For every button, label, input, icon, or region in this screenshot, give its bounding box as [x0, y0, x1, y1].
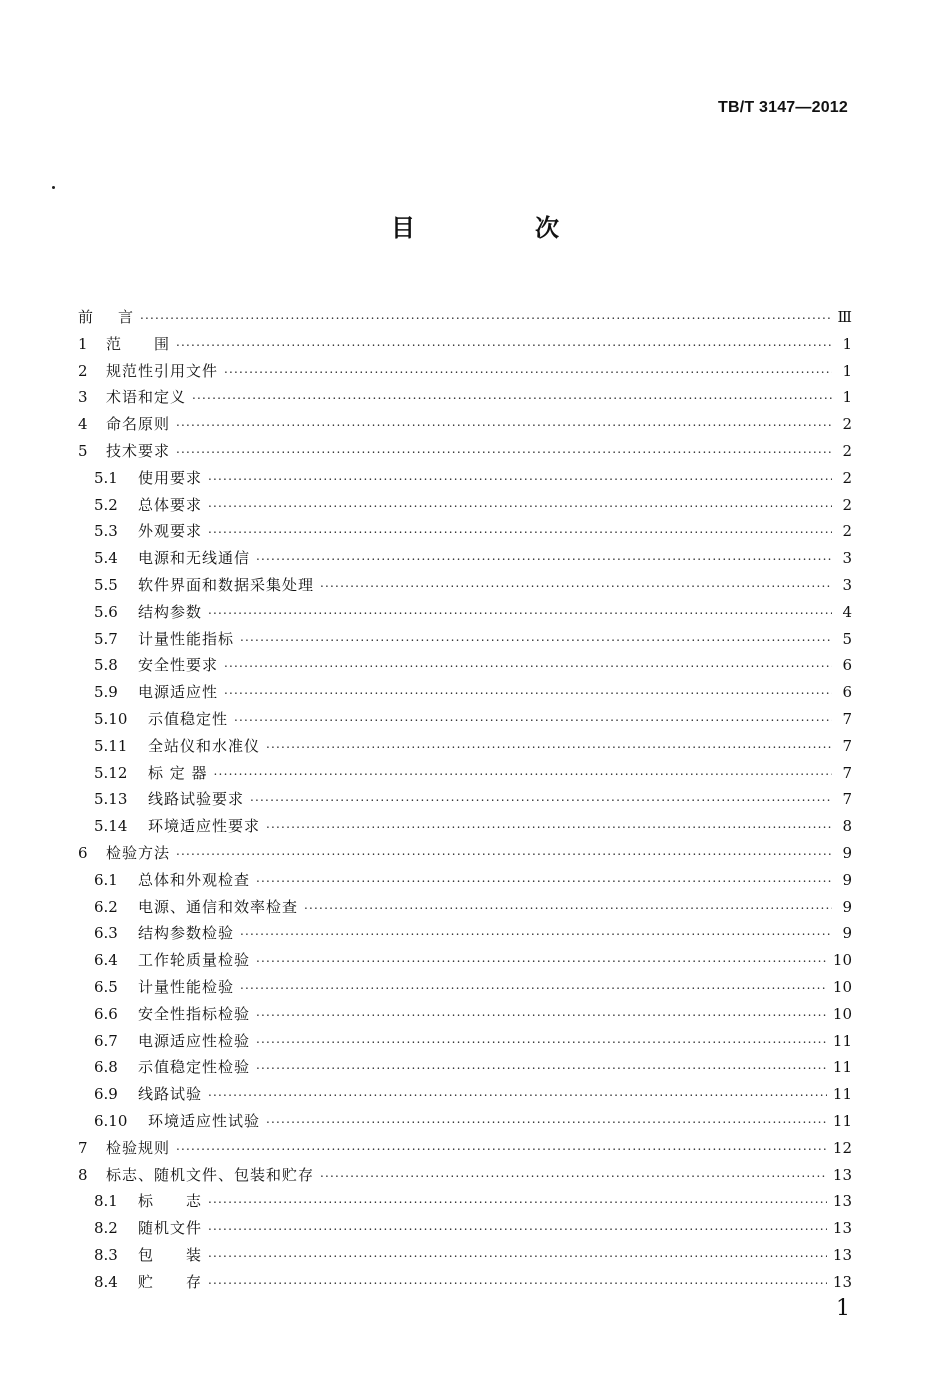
toc-entry-page: 7	[842, 790, 852, 809]
toc-entry-number: 6.1	[94, 870, 118, 889]
toc-leader-dots	[208, 1246, 827, 1258]
toc-entry-label: 工作轮质量检验	[138, 951, 251, 970]
standard-code: TB/T 3147—2012	[718, 99, 848, 116]
toc-leader-dots	[256, 951, 827, 963]
toc-entry-page: 13	[832, 1165, 852, 1184]
toc-entry-label: 规范性引用文件	[106, 361, 219, 380]
toc-entry[interactable]	[74, 788, 852, 815]
toc-leader-dots	[176, 335, 832, 347]
toc-entry-number: 8	[78, 1165, 88, 1184]
toc-entry-number: 3	[78, 388, 88, 407]
toc-leader-dots	[208, 469, 832, 481]
toc-entry-label: 检验规则	[106, 1138, 171, 1157]
toc-leader-dots	[176, 1139, 827, 1151]
toc-entry-number: 5.6	[94, 602, 118, 621]
toc-entry-number: 6.5	[94, 977, 118, 996]
toc-entry-page: 1	[842, 388, 852, 407]
toc-entry-page: 1	[842, 361, 852, 380]
toc-entry[interactable]	[74, 815, 852, 842]
toc-entry[interactable]	[74, 628, 852, 655]
toc-entry-page: 9	[842, 843, 852, 862]
toc-entry[interactable]	[74, 654, 852, 681]
toc-entry[interactable]	[74, 842, 852, 869]
toc-entry-page: 3	[842, 575, 852, 594]
toc-entry-number: 5.5	[94, 575, 118, 594]
toc-entry-label: 术语和定义	[106, 388, 187, 407]
toc-entry-number: 5.10	[94, 709, 128, 728]
toc-entry[interactable]	[74, 574, 852, 601]
toc-leader-dots	[176, 442, 832, 454]
toc-entry-label: 线路试验	[138, 1085, 203, 1104]
toc-entry[interactable]	[74, 1030, 852, 1057]
toc-entry-page: 6	[842, 656, 852, 675]
toc-entry-page: 7	[842, 736, 852, 755]
toc-entry[interactable]	[74, 922, 852, 949]
toc-entry-number: 5.9	[94, 683, 118, 702]
toc-entry[interactable]	[74, 1271, 852, 1298]
toc-entry-label: 标 志	[138, 1192, 203, 1211]
toc-entry-number: 5.3	[94, 522, 118, 541]
toc-entry-label: 示值稳定性检验	[138, 1058, 251, 1077]
toc-leader-dots	[140, 308, 832, 320]
toc-entry-label: 贮 存	[138, 1272, 203, 1291]
toc-entry-page: 2	[842, 441, 852, 460]
toc-leader-dots	[208, 1219, 827, 1231]
toc-entry-label: 标志、随机文件、包装和贮存	[106, 1165, 315, 1184]
toc-leader-dots	[266, 737, 832, 749]
toc-leader-dots	[224, 362, 832, 374]
toc-entry[interactable]	[74, 1083, 852, 1110]
toc-entry[interactable]	[74, 708, 852, 735]
toc-entry-label: 随机文件	[138, 1219, 203, 1238]
toc-leader-dots	[208, 522, 832, 534]
toc-entry-page: 2	[842, 522, 852, 541]
toc-entry-label: 环境适应性试验	[148, 1111, 261, 1130]
toc-entry-number: 5.11	[94, 736, 128, 755]
toc-entry-page: 10	[832, 977, 852, 996]
toc-entry-page: 12	[832, 1138, 852, 1157]
toc-entry[interactable]	[74, 735, 852, 762]
toc-entry[interactable]	[74, 494, 852, 521]
toc-entry-label: 技术要求	[106, 441, 171, 460]
toc-entry-number: 5.13	[94, 790, 128, 809]
toc-entry-label: 总体和外观检查	[138, 870, 251, 889]
toc-entry-number: 6.4	[94, 951, 118, 970]
toc-leader-dots	[256, 549, 832, 561]
toc-leader-dots	[176, 415, 832, 427]
toc-entry-page: 13	[832, 1192, 852, 1211]
toc-leader-dots	[208, 1085, 827, 1097]
toc-entry-page: 1	[842, 334, 852, 353]
toc-entry-page: 2	[842, 415, 852, 434]
toc-entry-number: 5.8	[94, 656, 118, 675]
toc-entry[interactable]	[74, 1217, 852, 1244]
footer-page-number: 1	[836, 1296, 850, 1321]
toc-entry-number: 6.7	[94, 1031, 118, 1050]
toc-leader-dots	[320, 576, 832, 588]
toc-entry-number: 6.9	[94, 1085, 118, 1104]
toc-leader-dots	[266, 1112, 827, 1124]
toc-entry[interactable]	[74, 1190, 852, 1217]
toc-entry-label: 示值稳定性	[148, 709, 229, 728]
toc-entry-number: 前	[78, 308, 94, 326]
toc-leader-dots	[304, 898, 832, 910]
toc-entry-page: 4	[842, 602, 852, 621]
toc-entry-label: 全站仪和水准仪	[148, 736, 261, 755]
toc-entry-number: 6	[78, 843, 88, 862]
toc-entry-number: 4	[78, 415, 88, 434]
toc-leader-dots	[208, 1192, 827, 1204]
toc-entry-page: 9	[842, 870, 852, 889]
toc-entry-page: 3	[842, 549, 852, 568]
toc-entry-page: 13	[832, 1272, 852, 1291]
toc-entry[interactable]	[74, 949, 852, 976]
toc-entry[interactable]	[74, 333, 852, 360]
toc-entry-number: 5.7	[94, 629, 118, 648]
toc-entry-label: 结构参数检验	[138, 924, 235, 943]
toc-entry-number: 1	[78, 334, 88, 353]
toc-entry-page: 7	[842, 709, 852, 728]
toc-entry-number: 5.14	[94, 817, 128, 836]
toc-entry-page: 13	[832, 1219, 852, 1238]
toc-entry-label: 安全性指标检验	[138, 1004, 251, 1023]
toc-entry-number: 6.8	[94, 1058, 118, 1077]
toc-entry-label: 计量性能指标	[138, 629, 235, 648]
toc-entry[interactable]	[74, 601, 852, 628]
toc-leader-dots	[224, 683, 832, 695]
toc-entry-number: 5.12	[94, 763, 128, 782]
toc-entry[interactable]	[74, 896, 852, 923]
toc-entry-page: 11	[832, 1085, 852, 1104]
toc-leader-dots	[208, 496, 832, 508]
toc-entry-label: 电源、通信和效率检查	[138, 897, 299, 916]
toc-entry[interactable]	[74, 386, 852, 413]
toc-entry-number: 8.2	[94, 1219, 118, 1238]
toc-entry[interactable]	[74, 1056, 852, 1083]
toc-entry[interactable]	[74, 976, 852, 1003]
toc-entry-number: 5.4	[94, 549, 118, 568]
toc-entry-page: 5	[842, 629, 852, 648]
toc-entry[interactable]	[74, 1244, 852, 1271]
toc-entry-page: 13	[832, 1245, 852, 1264]
toc-leader-dots	[214, 764, 832, 776]
toc-leader-dots	[256, 871, 832, 883]
toc-entry-label: 安全性要求	[138, 656, 219, 675]
toc-entry[interactable]	[74, 1110, 852, 1137]
toc-entry-number: 5.1	[94, 468, 118, 487]
toc-entry-page: 9	[842, 897, 852, 916]
toc-entry[interactable]	[74, 306, 852, 333]
toc-leader-dots	[320, 1166, 827, 1178]
toc-entry-label: 电源和无线通信	[138, 549, 251, 568]
toc-entry-label: 总体要求	[138, 495, 203, 514]
toc-entry-label: 检验方法	[106, 843, 171, 862]
toc-entry[interactable]	[74, 440, 852, 467]
toc-entry-page: 7	[842, 763, 852, 782]
toc-leader-dots	[240, 630, 832, 642]
toc-entry-number: 7	[78, 1138, 88, 1157]
toc-entry-label: 标 定 器	[148, 763, 208, 782]
toc-entry-number: 6.6	[94, 1004, 118, 1023]
toc-entry-number: 6.3	[94, 924, 118, 943]
toc-entry[interactable]	[74, 1137, 852, 1164]
toc-leader-dots	[234, 710, 832, 722]
toc-leader-dots	[266, 817, 832, 829]
toc-leader-dots	[250, 790, 832, 802]
toc-entry-label: 计量性能检验	[138, 977, 235, 996]
page-title: 目 次	[391, 214, 607, 242]
toc-entry-label: 外观要求	[138, 522, 203, 541]
toc-entry-label: 使用要求	[138, 468, 203, 487]
toc-leader-dots	[208, 603, 832, 615]
toc-entry[interactable]	[74, 467, 852, 494]
toc-leader-dots	[176, 844, 832, 856]
toc-entry[interactable]	[74, 547, 852, 574]
toc-entry-label: 线路试验要求	[148, 790, 245, 809]
toc-leader-dots	[192, 388, 832, 400]
toc-entry-label: 言	[118, 308, 135, 326]
toc-entry-number: 5.2	[94, 495, 118, 514]
toc-entry-page: 11	[832, 1058, 852, 1077]
toc-entry-number: 2	[78, 361, 88, 380]
toc-entry-label: 结构参数	[138, 602, 203, 621]
scan-speck	[52, 186, 55, 189]
toc-entry-number: 8.4	[94, 1272, 118, 1291]
toc-entry-number: 5	[78, 441, 88, 460]
toc-entry-page: 6	[842, 683, 852, 702]
toc-entry[interactable]	[74, 360, 852, 387]
toc-entry-page: 9	[842, 924, 852, 943]
toc-entry-number: 6.2	[94, 897, 118, 916]
toc-entry-page: 2	[842, 495, 852, 514]
toc-entry[interactable]	[74, 1164, 852, 1191]
toc-leader-dots	[256, 1058, 827, 1070]
toc-entry-page: 11	[832, 1111, 852, 1130]
toc-entry-number: 8.3	[94, 1245, 118, 1264]
toc-entry-page: Ⅲ	[837, 308, 852, 326]
toc-entry-page: 2	[842, 468, 852, 487]
table-of-contents	[74, 306, 852, 1297]
toc-entry-page: 8	[842, 817, 852, 836]
toc-entry-label: 电源适应性检验	[138, 1031, 251, 1050]
toc-entry[interactable]	[74, 520, 852, 547]
toc-entry[interactable]	[74, 1003, 852, 1030]
toc-leader-dots	[240, 978, 827, 990]
toc-leader-dots	[240, 924, 832, 936]
toc-entry-label: 命名原则	[106, 415, 171, 434]
toc-entry-label: 范 围	[106, 334, 171, 353]
toc-leader-dots	[256, 1005, 827, 1017]
toc-leader-dots	[256, 1032, 827, 1044]
toc-leader-dots	[208, 1273, 827, 1285]
toc-entry[interactable]	[74, 413, 852, 440]
toc-entry-label: 电源适应性	[138, 683, 219, 702]
toc-entry-number: 6.10	[94, 1111, 128, 1130]
toc-entry-label: 包 装	[138, 1245, 203, 1264]
toc-entry-label: 环境适应性要求	[148, 817, 261, 836]
toc-entry-page: 11	[832, 1031, 852, 1050]
toc-entry[interactable]	[74, 762, 852, 789]
toc-leader-dots	[224, 656, 832, 668]
toc-entry-page: 10	[832, 1004, 852, 1023]
toc-entry-number: 8.1	[94, 1192, 118, 1211]
toc-entry[interactable]	[74, 869, 852, 896]
toc-entry-page: 10	[832, 951, 852, 970]
toc-entry[interactable]	[74, 681, 852, 708]
toc-entry-label: 软件界面和数据采集处理	[138, 575, 315, 594]
